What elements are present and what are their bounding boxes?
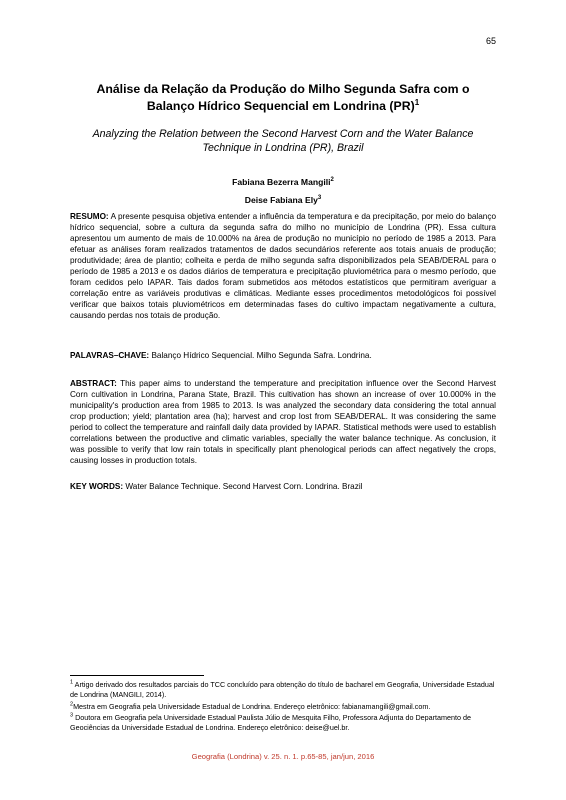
footnote-1-text: Artigo derivado dos resultados parciais do TCC concluído para obtenção do título de bacharel em Geografia, Universidade Estadual de Londrina (MANGILI, 2014). [70,680,495,699]
author-2 [70,194,496,206]
title-footnote-mark: 1 [414,97,420,107]
author-2-mark: 3 [317,195,322,202]
footnote-3-mark: 3 [70,713,74,719]
author-1 [70,176,496,188]
journal-footer: Geografia (Londrina) v. 25. n. 1. p.65-85, jan/jun, 2016 [191,752,375,761]
article-subtitle [70,127,496,155]
subtitle-line-2: Technique in Londrina (PR), Brazil [202,142,364,154]
resumo-text: A presente pesquisa objetiva entender a influência da temperatura e da precipitação, por meio do balanço hídrico sequencial, sobre a cultura da segunda safra do milho no município de Londrina (PR). Essa cultura apresentou um aumento de mais de 10.000% na área de produção no município no período de 1985 a 2013. Para efetuar as análises foram realizados tratamentos de dados secundários referente aos totais anuais de produção; produtividade; área de plantio; colheita e perda de milho segunda safra disponibilizados pela SEAB/DERAL para o período de 1985 a 2013 e os dados diários de temperatura e precipitação pluviométrica para o mesmo período, que foram cedidos pelo IAPAR. Tais dados foram submetidos aos métodos estatísticos que permitiram averiguar a correlação entre as variáveis produtivas e climáticas. Mediante esses procedimentos metodológicos foi possível verificar que baixos totais pluviométricos em determinadas fases do cultivo impactam negativamente a cultura, causando perdas nos totais de produção. [70,212,497,320]
resumo-label: RESUMO: [70,212,109,221]
footnote-1-mark: 1 [70,679,74,686]
subtitle-line-1: Analyzing the Relation between the Second Harvest Corn and the Water Balance [92,128,474,140]
palavras-chave-text: Balanço Hídrico Sequencial. Milho Segunda Safra. Londrina. [151,351,372,360]
author-2-name: Deise Fabiana Ely [244,195,318,205]
footnote-2-mark: 2 [70,701,74,708]
abstract-label: ABSTRACT: [70,379,117,388]
article-title [70,81,496,115]
abstract-text: This paper aims to understand the temperature and precipitation influence over the Second Harvest Corn cultivation in Londrina, Parana State, Brazil. This cultivation has shown an increase of over 10.000% in the municipality's production area from 1985 to 2013. Is was analyzed the secondary data considering the total annual crop production; yield; plantation area (ha); harvest and crop lost from SEAB/DERAL. It was considering the same period to collect the temperature and rainfall daily data provided by IAPAR. Statistical methods were used to establish correlations between the productive and climatic variables, specially the water balance technique. As conclusion, it was possible to verify that low rain totals in specifically plant phenological periods can affect negatively the crops, causing losses in production totals. [70,379,496,465]
footnote-2 [70,702,496,712]
title-line-2 [70,98,496,115]
title-line-1: Análise da Relação da Produção do Milho Segunda Safra com o [96,82,470,96]
footnote-1 [70,680,496,700]
page-number: 65 [485,36,496,46]
author-1-name: Fabiana Bezerra Mangili [232,177,331,187]
keywords-paragraph [70,482,496,493]
footnote-2-text: Mestra em Geografia pela Universidade Estadual de Londrina. Endereço eletrônico: fabianamangili@gmail.com. [73,701,431,711]
palavras-chave-paragraph [70,351,496,362]
palavras-chave-label: PALAVRAS–CHAVE: [70,351,150,360]
resumo-paragraph [70,212,496,322]
footnotes [70,680,496,735]
title-line-2-text: Balanço Hídrico Sequencial em Londrina (PR) [146,99,415,113]
keywords-label: KEY WORDS: [70,482,124,491]
author-1-mark: 2 [330,177,334,184]
footnote-3-text: Doutora em Geografia pela Universidade Estadual Paulista Júlio de Mesquita Filho, Professora Adjunta do Departamento de Geociências da Universidade Estadual de Londrina. Endereço eletrônico: deise@uel.br. [70,713,472,733]
keywords-text: Water Balance Technique. Second Harvest Corn. Londrina. Brazil [125,482,363,491]
abstract-paragraph [70,379,496,467]
footnote-3 [70,713,496,733]
footnote-divider [70,675,204,676]
